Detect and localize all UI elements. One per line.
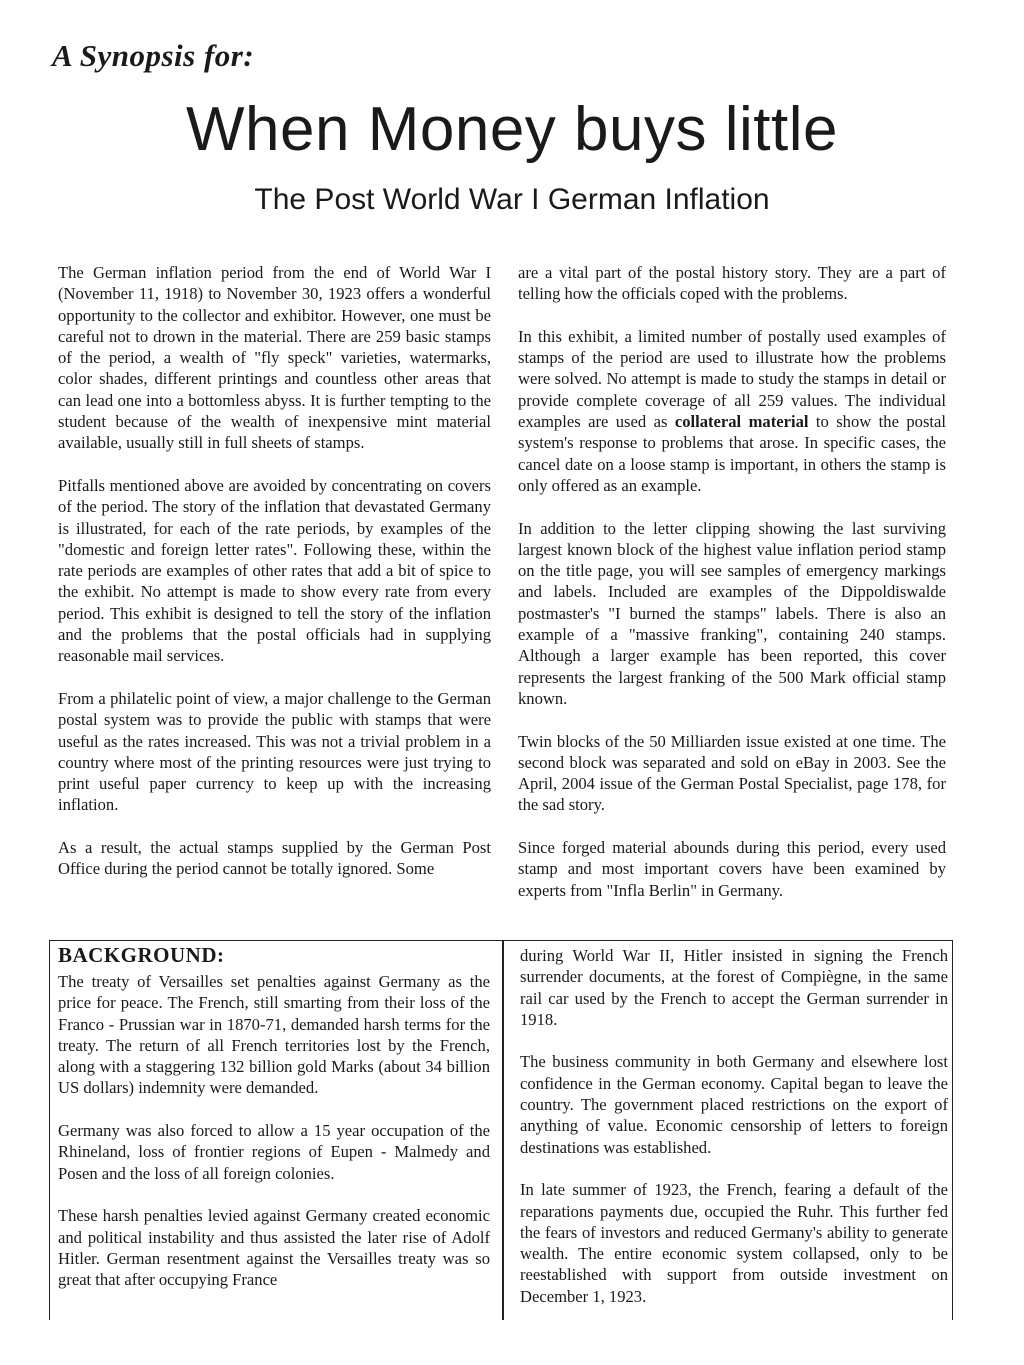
body-paragraph: From a philatelic point of view, a major challenge to the German postal system was to provide the public with stamps that were useful as the rates increased. This was not a trivial problem in a country where most of the printing resources were just trying to print useful paper currency to keep up with the increasing inflation. bbox=[58, 688, 491, 815]
column-divider bbox=[502, 941, 504, 1320]
text-run: to show the postal system's response to problems that arose. In specific cases, the cancel date on a loose stamp is important, in others the stamp is only offered as an example. bbox=[518, 412, 946, 495]
body-paragraph: Pitfalls mentioned above are avoided by concentrating on covers of the period. The story of the inflation that devastated Germany is illustrated, for each of the rate periods, by examples of the "domestic and foreign letter rates". Following these, within the rate periods are examples of other rates that add a bit of spice to the exhibit. No attempt is made to show every rate from every period. This exhibit is designed to tell the story of the inflation and the problems that the postal officials had in supplying reasonable mail services. bbox=[58, 475, 491, 666]
body-paragraph: As a result, the actual stamps supplied by the German Post Office during the period cannot be totally ignored. Some bbox=[58, 838, 491, 879]
background-paragraph: In late summer of 1923, the French, fearing a default of the reparations payments due, occupied the Ruhr. This further fed the fears of investors and reduced Germany's ability to generate wealth. The entire economic system collapsed, only to be reestablished with support from outside investment on December 1, 1923. bbox=[520, 1180, 948, 1306]
background-column-right bbox=[520, 945, 948, 1328]
background-paragraph: These harsh penalties levied against Germany created economic and political instability and thus assisted the later rise of Adolf Hitler. German resentment against the Versailles treaty was so great that after occupying France bbox=[58, 1206, 490, 1290]
background-heading: BACKGROUND: bbox=[58, 943, 225, 967]
body-column-left bbox=[58, 262, 491, 880]
body-column-right bbox=[518, 262, 946, 901]
background-paragraph: during World War II, Hitler insisted in signing the French surrender documents, at the forest of Compiègne, in the same rail car used by the French to accept the German surrender in 1918. bbox=[520, 946, 948, 1029]
body-paragraph bbox=[518, 326, 946, 496]
body-paragraph: are a vital part of the postal history story. They are a part of telling how the officials coped with the problems. bbox=[518, 263, 946, 304]
page-subtitle: The Post World War I German Inflation bbox=[254, 183, 770, 216]
text-run: In this exhibit, a limited number of postally used examples of stamps of the period are used to illustrate how the problems were solved. No attempt is made to study the stamps in detail or provide complete coverage of all 259 values. The individual examples are used as bbox=[518, 326, 946, 432]
background-column-left bbox=[58, 971, 490, 1312]
page-title: When Money buys little bbox=[186, 95, 838, 164]
background-paragraph: Germany was also forced to allow a 15 year occupation of the Rhineland, loss of frontier regions of Eupen - Malmedy and Posen and the loss of all foreign colonies. bbox=[58, 1121, 490, 1183]
background-box bbox=[49, 940, 953, 1320]
bold-phrase: collateral material bbox=[674, 412, 809, 432]
body-paragraph: The German inflation period from the end of World War I (November 11, 1918) to November 30, 1923 offers a wonderful opportunity to the collector and exhibitor. However, one must be careful not to drown in the material. There are 259 basic stamps of the period, a wealth of "fly speck" varieties, watermarks, color shades, different printings and countless other areas that can lead one into a bottomless abyss. It is further tempting to the student because of the wealth of inexpensive mint material available, usually still in full sheets of stamps. bbox=[58, 263, 491, 453]
body-paragraph: In addition to the letter clipping showing the last surviving largest known block of the highest value inflation period stamp on the title page, you will see samples of emergency markings and labels. Included are examples of the Dippoldiswalde postmaster's "I burned the stamps" labels. There is also an example of a "massive franking", containing 240 stamps. Although a larger example has been reported, this cover represents the largest franking of the 500 Mark official stamp known. bbox=[518, 518, 946, 708]
background-paragraph: The treaty of Versailles set penalties against Germany as the price for peace. The French, still smarting from their loss of the Franco - Prussian war in 1870-71, demanded harsh terms for the treaty. The return of all French territories lost by the French, along with a staggering 132 billion gold Marks (about 34 billion US dollars) indemnity were demanded. bbox=[58, 972, 490, 1098]
body-paragraph: Twin blocks of the 50 Milliarden issue existed at one time. The second block was separated and sold on eBay in 2003. See the April, 2004 issue of the German Postal Specialist, page 178, for the sad story. bbox=[518, 731, 946, 815]
body-paragraph: Since forged material abounds during this period, every used stamp and most important covers have been examined by experts from "Infla Berlin" in Germany. bbox=[518, 838, 946, 900]
synopsis-kicker: A Synopsis for: bbox=[52, 38, 255, 73]
background-paragraph: The business community in both Germany and elsewhere lost confidence in the German economy. Capital began to leave the country. The government placed restrictions on the export of anything of value. Economic censorship of letters to foreign destinations was established. bbox=[520, 1052, 948, 1157]
